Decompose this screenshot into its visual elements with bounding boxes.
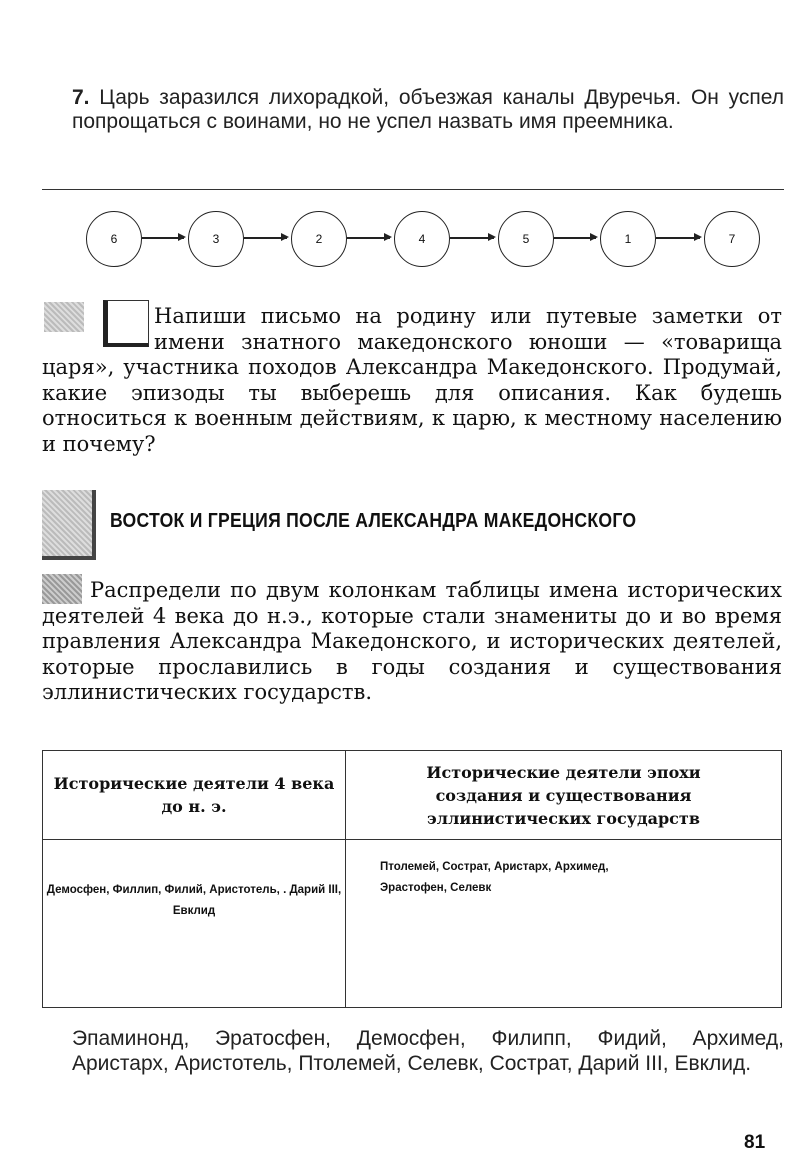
table-cell-answer[interactable]: Демосфен, Филлип, Филий, Аристотель, . Дарий III, Евклид — [43, 840, 346, 1008]
section-badge-icon — [42, 490, 96, 560]
sequence-step-circle: 1 — [600, 211, 656, 267]
arrow-icon — [244, 237, 287, 239]
task-number: 7. — [72, 86, 90, 109]
sequence-step-circle: 6 — [86, 211, 142, 267]
arrow-icon — [554, 237, 596, 239]
section-title: ВОСТОК И ГРЕЦИЯ ПОСЛЕ АЛЕКСАНДРА МАКЕДОНСКОГО — [110, 510, 637, 532]
sequence-step-circle: 2 — [291, 211, 347, 267]
divider — [42, 189, 784, 190]
letter-task-text — [42, 304, 782, 457]
task-text: Напиши письмо на родину или путевые заметки от имени знатного македонского юноши — «товарища царя», участника походов Александра Македонского. Продумай, какие эпизоды ты выберешь для описания. Как будешь относиться к военным действиям, к царю, к местному населению и почему? — [42, 304, 782, 456]
names-list: Эпаминонд, Эратосфен, Демосфен, Филипп, Фидий, Архимед, Аристарх, Аристотель, Птолемей, Селевк, Сострат, Дарий III, Евклид. — [72, 1027, 784, 1075]
arrow-icon — [142, 237, 184, 239]
answer-table — [42, 750, 782, 1008]
table-header: Исторические деятели эпохи создания и существования эллинистических государств — [346, 751, 782, 840]
arrow-icon — [347, 237, 390, 239]
table-header: Исторические деятели 4 века до н. э. — [43, 751, 346, 840]
table-cell-answer[interactable]: Птолемей, Сострат, Аристарх, Архимед, Эрастофен, Селевк — [346, 840, 782, 1008]
task-1-text — [42, 578, 782, 706]
task-text: Распредели по двум колонкам таблицы имена исторических деятелей 4 века до н.э., которые стали знамениты до и во время правления Александра Македонского, и исторических деятелей, которые прославились в годы создания и существования эллинистических государств. — [42, 578, 782, 704]
sequence-step-circle: 4 — [394, 211, 450, 267]
task-text: Царь заразился лихорадкой, объезжая каналы Двуречья. Он успел попрощаться с воинами, но не успел назвать имя преемника. — [72, 86, 784, 133]
arrow-icon — [656, 237, 700, 239]
sequence-step-circle: 5 — [498, 211, 554, 267]
sequence-step-circle: 7 — [704, 211, 760, 267]
task-7-text — [72, 86, 784, 134]
sequence-step-circle: 3 — [188, 211, 244, 267]
arrow-icon — [450, 237, 494, 239]
page-number: 81 — [744, 1132, 766, 1153]
